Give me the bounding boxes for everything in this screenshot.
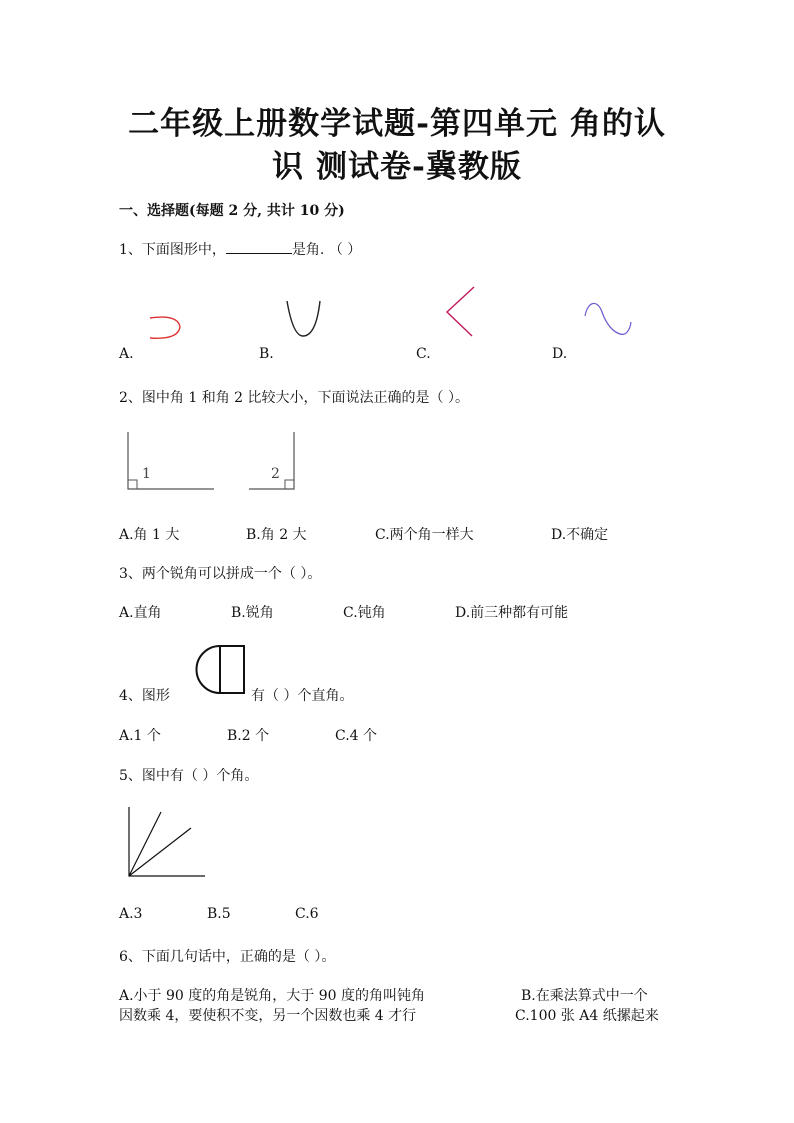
q5-option-c[interactable]: C.6	[295, 906, 319, 922]
q5-rays-figure	[129, 807, 205, 876]
question-3: 3、两个锐角可以拼成一个（ ）。	[119, 566, 322, 582]
q5-option-b[interactable]: B.5	[207, 906, 231, 922]
q2-option-b[interactable]: B.角 2 大	[246, 527, 307, 543]
q4-option-b[interactable]: B.2 个	[227, 728, 270, 744]
q2-option-c[interactable]: C.两个角一样大	[375, 527, 474, 543]
q6-option-b-line1[interactable]: B.在乘法算式中一个	[521, 988, 648, 1004]
q1-figure-a-curve	[150, 317, 180, 338]
q4-option-a[interactable]: A.1 个	[119, 728, 161, 744]
q2-angle1-figure	[128, 432, 214, 489]
q4-suffix: 有（ ）个直角。	[251, 688, 354, 704]
q2-angle1-right-mark	[128, 480, 137, 489]
q1-suffix: 是角. （ ）	[291, 242, 362, 258]
q1-figure-c-angle	[447, 287, 474, 336]
q1-figure-d-wave	[585, 303, 631, 334]
question-2: 2、图中角 1 和角 2 比较大小，下面说法正确的是（ ）。	[119, 390, 469, 406]
page-title-line1: 二年级上册数学试题-第四单元 角的认	[128, 106, 666, 142]
q2-angle1-label: 1	[142, 466, 151, 482]
question-5: 5、图中有（ ）个角。	[119, 768, 259, 784]
q2-angle2-label: 2	[271, 466, 280, 482]
q4-option-c[interactable]: C.4 个	[335, 728, 378, 744]
q6-option-a-line1[interactable]: A.小于 90 度的角是锐角，大于 90 度的角叫钝角	[119, 988, 425, 1004]
page-title-line2: 识 测试卷-冀教版	[272, 149, 522, 185]
q4-prefix: 4、图形	[119, 688, 170, 704]
q1-option-c[interactable]: C.	[416, 346, 431, 362]
q6-option-c-line1[interactable]: C.100 张 A4 纸摞起来	[515, 1008, 659, 1024]
q3-option-b[interactable]: B.锐角	[231, 605, 274, 621]
q1-prefix: 1、下面图形中，	[119, 242, 226, 258]
q2-angle2-right-mark	[285, 480, 294, 489]
question-6: 6、下面几句话中，正确的是（ ）。	[119, 949, 336, 965]
q6-option-a-line2: 因数乘 4，要使积不变，另一个因数也乘 4 才行	[119, 1008, 417, 1024]
q5-option-a[interactable]: A.3	[119, 906, 143, 922]
q4-shape-figure	[197, 646, 245, 693]
q1-option-a[interactable]: A.	[119, 346, 134, 362]
q3-option-d[interactable]: D.前三种都有可能	[455, 605, 569, 621]
q3-option-a[interactable]: A.直角	[119, 605, 162, 621]
q1-option-b[interactable]: B.	[259, 346, 274, 362]
q1-option-d[interactable]: D.	[552, 346, 568, 362]
q3-option-c[interactable]: C.钝角	[343, 605, 386, 621]
q2-option-d[interactable]: D.不确定	[551, 527, 609, 543]
section-heading: 一、选择题(每题 2 分, 共计 10 分)	[119, 203, 345, 219]
q1-figure-b-curve	[287, 301, 320, 336]
q2-option-a[interactable]: A.角 1 大	[119, 527, 180, 543]
